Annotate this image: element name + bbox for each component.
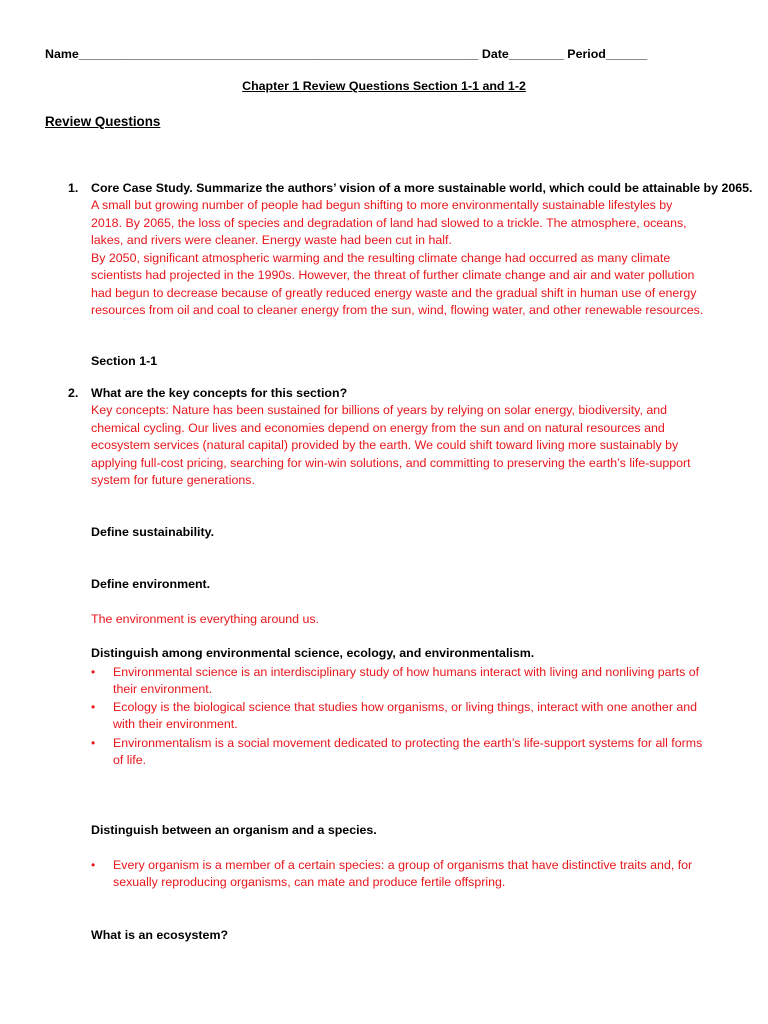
ecosystem-prompt: What is an ecosystem? <box>91 928 229 942</box>
name-date-period-line: Name__________________________________________________________ Date________ Period______ <box>45 47 648 61</box>
question-1-answer-line: 2018. By 2065, the loss of species and degradation of land had slowed to a trickle. The atmosphere, oceans, <box>91 216 687 230</box>
bullet-icon: • <box>91 736 96 750</box>
distinguish-organism-prompt: Distinguish between an organism and a species. <box>91 823 377 837</box>
question-1-answer-line: scientists had projected in the 1990s. However, the threat of further climate change and air and water pollution <box>91 268 695 282</box>
section-label: Section 1-1 <box>91 354 158 368</box>
bullet-icon: • <box>91 665 96 679</box>
page-title: Chapter 1 Review Questions Section 1-1 and 1-2 <box>242 79 526 93</box>
question-2-number: 2. <box>68 386 79 400</box>
question-1-answer-line: resources from oil and coal to cleaner energy from the sun, wind, flowing water, and other renewable resources. <box>91 303 704 317</box>
distinguish-sciences-prompt: Distinguish among environmental science, ecology, and environmentalism. <box>91 646 535 660</box>
bullet-text-line: Environmental science is an interdisciplinary study of how humans interact with living and nonliving parts of <box>113 665 700 679</box>
question-1-answer-line: A small but growing number of people had begun shifting to more environmentally sustainable lifestyles by <box>91 198 673 212</box>
question-2-answer-line: applying full-cost pricing, searching for win-win solutions, and committing to preserving the earth’s life-support <box>91 456 691 470</box>
bullet-text-line: their environment. <box>113 682 213 696</box>
bullet-text-line: with their environment. <box>113 717 238 731</box>
bullet-text-line: Ecology is the biological science that studies how organisms, or living things, interact with one another and <box>113 700 698 714</box>
bullet-text-line: of life. <box>113 753 147 767</box>
question-1-text: Core Case Study. Summarize the authors’ vision of a more sustainable world, which could be attainable by 2065. <box>91 181 753 195</box>
review-questions-heading: Review Questions <box>45 114 161 129</box>
question-2-text: What are the key concepts for this section? <box>91 386 348 400</box>
environment-answer: The environment is everything around us. <box>91 612 319 626</box>
bullet-text-line: sexually reproducing organisms, can mate and produce fertile offspring. <box>113 875 506 889</box>
question-2-answer-line: Key concepts: Nature has been sustained for billions of years by relying on solar energy, biodiversity, and <box>91 403 668 417</box>
question-1-number: 1. <box>68 181 79 195</box>
question-1-answer-line: had begun to decrease because of greatly reduced energy waste and the gradual shift in human use of energy <box>91 286 697 300</box>
bullet-text-line: Environmentalism is a social movement dedicated to protecting the earth’s life-support systems for all forms <box>113 736 703 750</box>
question-2-answer-line: chemical cycling. Our lives and economies depend on energy from the sun and on natural resources and <box>91 421 665 435</box>
question-2-answer-line: ecosystem services (natural capital) provided by the earth. We could shift toward living more sustainably by <box>91 438 679 452</box>
bullet-text-line: Every organism is a member of a certain species: a group of organisms that have distinctive traits and, for <box>113 858 693 872</box>
question-1-answer-line: lakes, and rivers were cleaner. Energy waste had been cut in half. <box>91 233 452 247</box>
bullet-icon: • <box>91 700 96 714</box>
question-1-answer-line: By 2050, significant atmospheric warming and the resulting climate change had occurred as many climate <box>91 251 671 265</box>
define-environment-prompt: Define environment. <box>91 577 211 591</box>
define-sustainability-prompt: Define sustainability. <box>91 525 215 539</box>
bullet-icon: • <box>91 858 96 872</box>
question-2-answer-line: system for future generations. <box>91 473 255 487</box>
